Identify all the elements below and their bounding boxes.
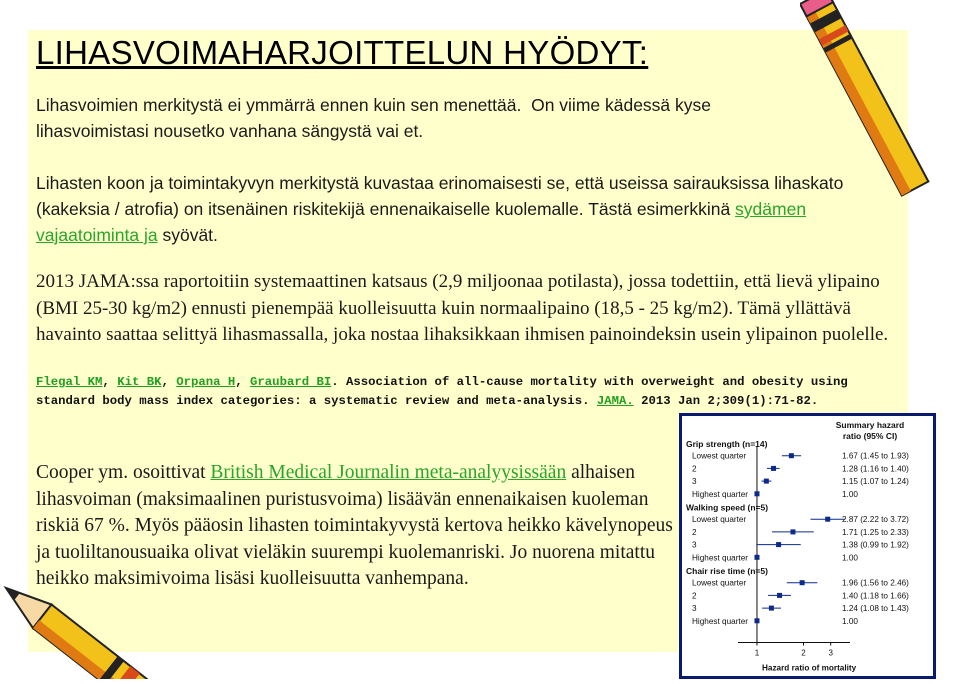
hr-marker [754, 618, 759, 623]
forest-plot-svg [682, 416, 933, 676]
page-title: LIHASVOIMAHARJOITTELUN HYÖDYT: [36, 34, 649, 71]
hr-marker [800, 580, 805, 585]
hr-value-label: 1.96 (1.56 to 2.46) [842, 578, 909, 588]
hr-marker [754, 491, 759, 496]
reference-citation: Flegal KM, Kit BK, Orpana H, Graubard BI. Association of all-cause mortality with overweight and obesity using standard body mass index categories: a systematic review and meta-analysis. JAMA. 2013 Jan 2;309(1):71-82. [36, 375, 848, 408]
intro-line-2: lihasvoimistasi nousetko vanhana sängystä vai et. [36, 121, 424, 141]
hr-marker [771, 466, 776, 471]
intro-line-1: Lihasvoimien merkitystä ei ymmärrä ennen kuin sen menettää. On viime kädessä kyse [36, 95, 712, 115]
jama-paragraph: 2013 JAMA:ssa raportoitiin systemaattinen katsaus (2,9 miljoonaa potilasta), jossa todettiin, että lievä ylipaino (BMI 25-30 kg/m2) ennusti pienempää kuolleisuutta kuin normaalipaino (18,5 - 25 kg/m2). Tämä yllättävä havainto saattaa selittyä lihasmassalla, joka nostaa lihaksikkaan ihmisen painoindeksin usein ylipainon puolelle. [36, 271, 889, 345]
hr-value-label: 2.87 (2.22 to 3.72) [842, 515, 909, 525]
row-label: 3 [692, 604, 697, 614]
cooper-text: Cooper ym. osoittivat [36, 462, 211, 483]
row-label: Lowest quarter [692, 578, 747, 588]
forest-plot [679, 413, 936, 679]
group-label: Chair rise time (n=5) [686, 566, 768, 576]
hr-marker [825, 517, 830, 522]
x-tick-label: 1 [754, 648, 760, 658]
hr-value-label: 1.15 (1.07 to 1.24) [842, 477, 909, 487]
x-tick-label: 3 [828, 648, 833, 658]
hr-marker [764, 479, 769, 484]
row-label: 2 [692, 527, 697, 537]
row-label: Lowest quarter [692, 515, 747, 525]
atrophy-text-end: syövät. [157, 225, 218, 245]
x-tick-label: 2 [801, 648, 806, 658]
row-label: Highest quarter [692, 616, 748, 626]
hr-value-label: 1.38 (0.99 to 1.92) [842, 540, 909, 550]
row-label: Highest quarter [692, 553, 748, 563]
heart-failure-link[interactable]: sydämen vajaatoiminta ja [36, 199, 807, 245]
hr-marker [776, 542, 781, 547]
row-label: 3 [692, 477, 697, 487]
hr-value-label: 1.28 (1.16 to 1.40) [842, 464, 909, 474]
row-label: 2 [692, 591, 697, 601]
row-label: 3 [692, 540, 697, 550]
author-link[interactable]: Graubard BI [250, 375, 332, 389]
intro-paragraph [36, 92, 856, 144]
hr-marker [769, 606, 774, 611]
hr-marker [777, 593, 782, 598]
hr-value-label: 1.00 [842, 553, 858, 563]
group-label: Grip strength (n=14) [686, 439, 768, 449]
author-link[interactable]: Orpana H [176, 375, 236, 389]
hr-value-label: 1.71 (1.25 to 2.33) [842, 527, 909, 537]
atrophy-text: Lihasten koon ja toimintakyvyn merkitystä kuvastaa erinomaisesti se, että useissa sairauksissa lihaskato (kakeksia / atrofia) on itsenäinen riskitekijä ennenaikaiselle kuolemalle. Tästä esimerkkinä [36, 173, 844, 219]
hr-value-label: 1.40 (1.18 to 1.66) [842, 591, 909, 601]
hr-value-label: 1.67 (1.45 to 1.93) [842, 451, 909, 461]
atrophy-paragraph [36, 170, 886, 248]
hr-marker [790, 529, 795, 534]
hr-marker [789, 453, 794, 458]
x-axis-label: Hazard ratio of mortality [762, 663, 857, 673]
hr-value-label: 1.00 [842, 489, 858, 499]
author-link[interactable]: Kit BK [117, 375, 162, 389]
group-label: Walking speed (n=5) [686, 502, 769, 513]
author-link[interactable]: Flegal KM [36, 375, 103, 389]
header-label: ratio (95% CI) [842, 431, 898, 441]
row-label: Lowest quarter [692, 451, 747, 461]
cooper-text-end: alhaisen lihasvoiman (maksimaalinen puristusvoima) lisäävän ennenaikaisen kuoleman riskiä 67 %. Myös pääosin lihasten toimintakyvystä kertova heikko kävelynopeus ja tuoliltanousuaika olivat vieläkin suurempi kuolemanriski. Jo nuorena mitattu heikko maksimivoima lisäsi kuolleisuutta vanhempana. [36, 462, 673, 589]
journal-link[interactable]: JAMA. [596, 394, 634, 408]
bmj-link[interactable]: British Medical Journalin meta-analyysissään [210, 462, 567, 483]
row-label: 2 [692, 464, 697, 474]
hr-value-label: 1.00 [842, 616, 858, 626]
reference-date: 2013 Jan 2;309(1):71-82. [633, 394, 819, 408]
row-label: Highest quarter [692, 489, 748, 499]
reference-title: . Association of all-cause mortality with overweight and obesity using standard body mass index categories: a systematic review and meta-analysis. [36, 375, 848, 408]
cooper-paragraph [36, 460, 676, 593]
header-label: Summary hazard [835, 420, 905, 430]
hr-value-label: 1.24 (1.08 to 1.43) [842, 604, 909, 614]
hr-marker [754, 555, 759, 560]
